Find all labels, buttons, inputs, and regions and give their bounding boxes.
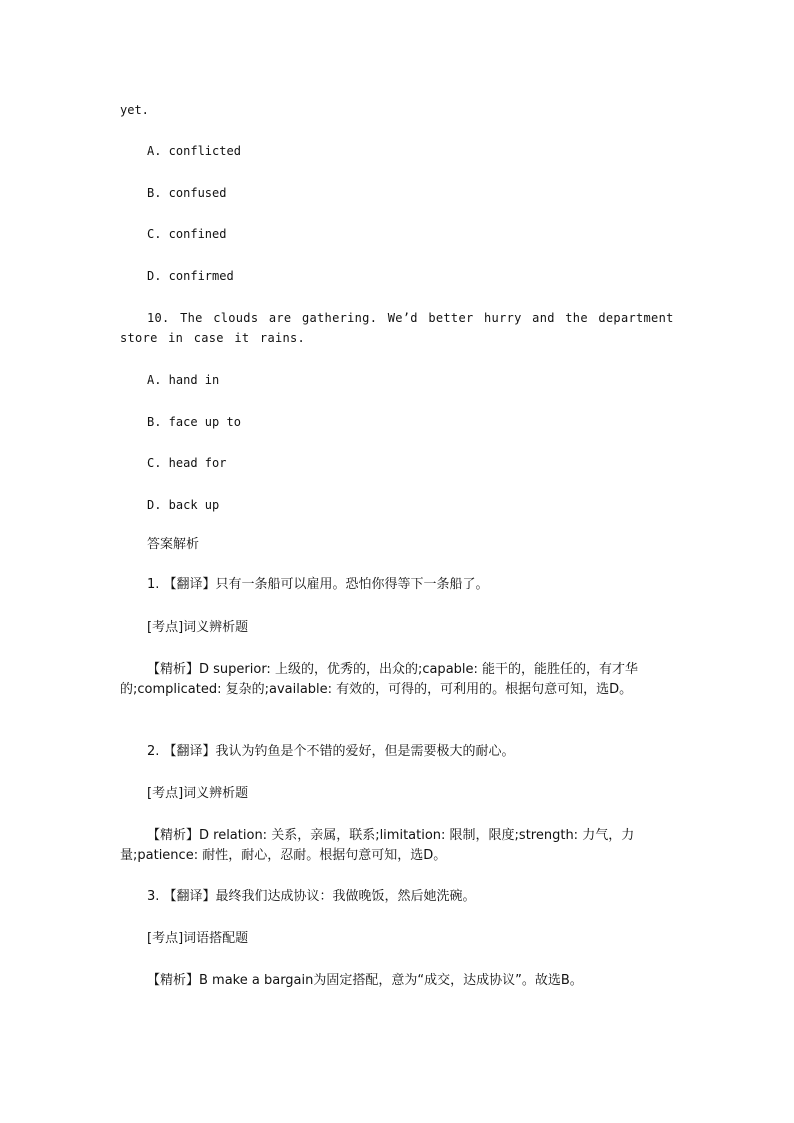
answer-translation: 1. 【翻译】只有一条船可以雇用。恐怕你得等下一条船了。 (147, 577, 489, 592)
option-a: A. hand in (147, 373, 220, 387)
answer-topic: [考点]词语搭配题 (147, 931, 249, 946)
option-b: B. face up to (147, 415, 241, 429)
option-a: A. conflicted (147, 144, 241, 158)
answer-analysis: 【精析】B make a bargain为固定搭配，意为“成交，达成协议”。故选B。 (147, 973, 583, 988)
answer-topic: [考点]词义辨析题 (147, 786, 249, 801)
option-c: C. confined (147, 227, 227, 241)
option-b: B. confused (147, 186, 227, 200)
answer-translation: 2. 【翻译】我认为钓鱼是个不错的爱好，但是需要极大的耐心。 (147, 744, 515, 759)
answer-analysis: 【精析】D superior: 上级的，优秀的，出众的;capable: 能干的，能胜任的，有才华的;complicated: 复杂的;available: 有效的，可得的，可利用的。根据句意可知，选D。 (120, 662, 639, 697)
option-c: C. head for (147, 456, 227, 470)
option-d: D. confirmed (147, 269, 234, 283)
answer-translation: 3. 【翻译】最终我们达成协议：我做晚饭，然后她洗碗。 (147, 889, 476, 904)
question-10-stem: 10. The clouds are gathering. We’d better hurry and the department store in case it rains. (120, 311, 674, 345)
answer-topic: [考点]词义辨析题 (147, 620, 249, 635)
answer-heading: 答案解析 (147, 537, 200, 552)
answer-analysis: 【精析】D relation: 关系，亲属，联系;limitation: 限制，限度;strength: 力气，力量;patience: 耐性，耐心，忍耐。根据句意可知，选D。 (120, 828, 635, 863)
option-d: D. back up (147, 498, 220, 512)
question-9-tail: yet. (120, 103, 149, 117)
